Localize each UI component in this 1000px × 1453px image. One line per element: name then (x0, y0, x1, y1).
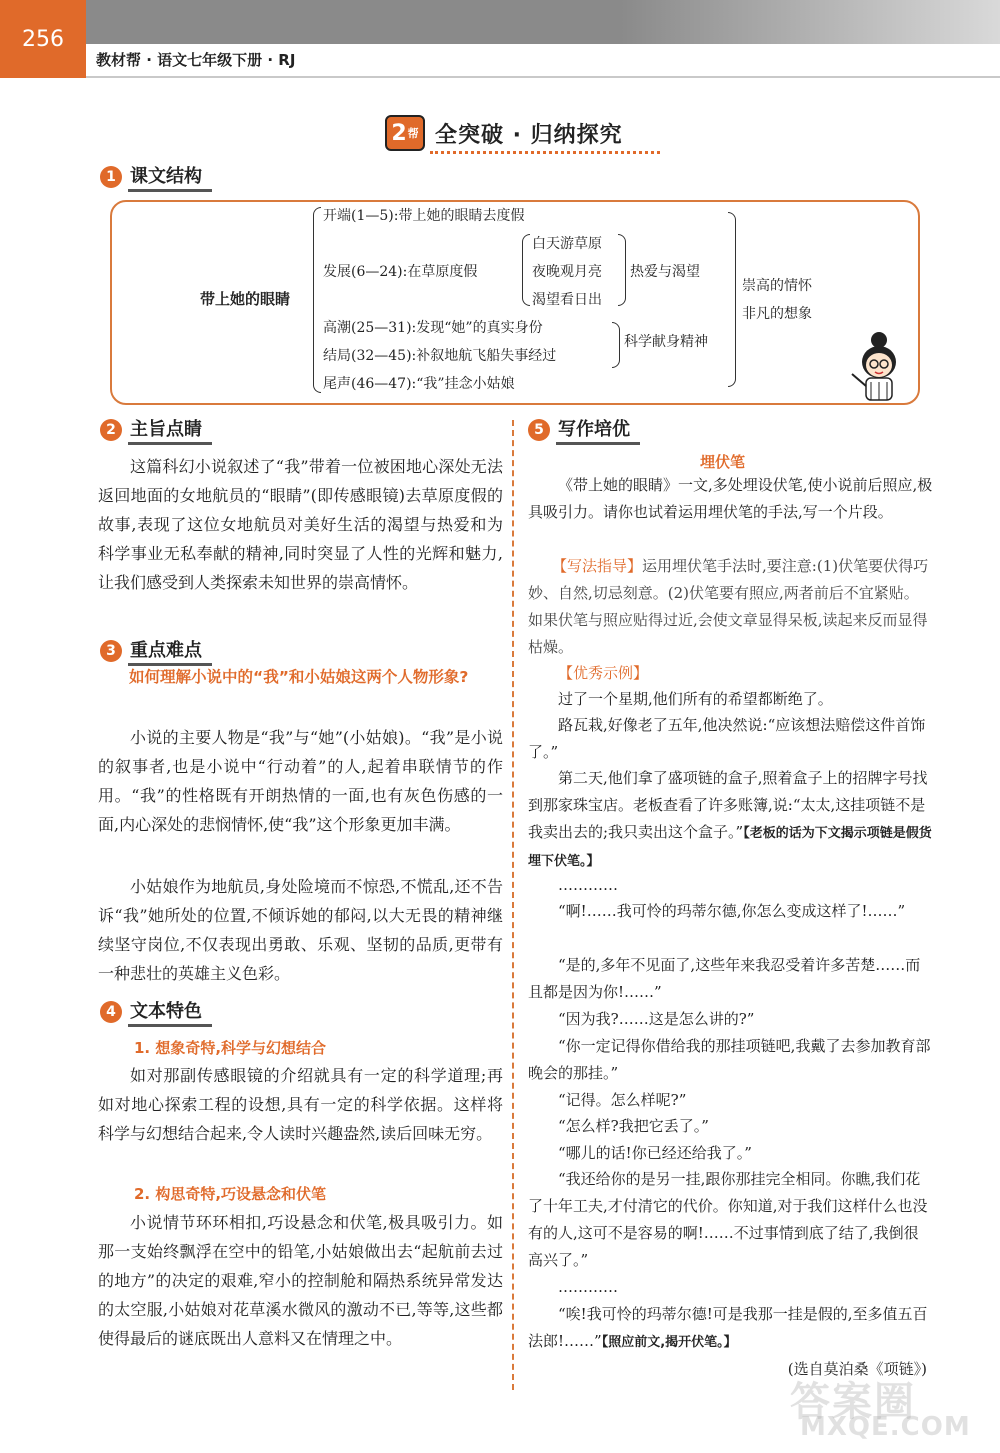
structure-subitem: 白天游草原 (532, 236, 602, 252)
section-number: 1 (100, 166, 122, 188)
structure-subitem: 渴望看日出 (532, 292, 602, 308)
key-paragraph-1: 小说的主要人物是“我”与“她”(小姑娘)。“我”是小说的叙事者,也是小说中“行动着”的人,起着串联情节的作用。“我”的性格既有开朗热情的一面,也有灰色伤感的一面,内心深处的悲悯情怀,使“我”这个形象更加丰满。 (98, 728, 503, 834)
ellipsis-line: ………… (558, 876, 618, 894)
annotation-note: 【老板的话为下文揭示项链是假货埋下伏笔。】 (528, 826, 932, 869)
section-heading-2 (100, 415, 212, 445)
example-line: 过了一个星期,他们所有的希望都断绝了。 (558, 690, 833, 708)
structure-item: 开端(1—5):带上她的眼睛去度假 (323, 208, 525, 224)
feature-paragraph-1: 如对那副传感眼镜的介绍就具有一定的科学道理;再如对地心探索工程的设想,具有一定的科学依据。这样将科学与幻想结合起来,令人读时兴趣盎然,读后回味无穷。 (98, 1066, 503, 1143)
example-line: “记得。怎么样呢?” (558, 1091, 687, 1109)
example-tag-line (528, 660, 933, 687)
book-title: 教材帮 · 语文七年级下册 · RJ (96, 51, 296, 69)
title-badge-small: 帮 (407, 127, 419, 140)
structure-subitem: 夜晚观月亮 (532, 264, 602, 280)
structure-brace-final (728, 212, 736, 387)
structure-final: 非凡的想象 (742, 306, 812, 322)
structure-brace-main (313, 207, 321, 393)
writing-subtitle: 埋伏笔 (700, 453, 746, 471)
section-title: 重点难点 (128, 636, 212, 666)
structure-brace-develop (522, 234, 530, 306)
section-number: 3 (100, 640, 122, 662)
column-divider (512, 420, 514, 1390)
example-line: “是的,多年不见面了,这些年来我忍受着许多苦楚……而且都是因为你!……” (528, 956, 921, 1001)
teacher-cartoon-icon (848, 330, 910, 402)
watermark-logo: 答案圈 (790, 1379, 916, 1425)
example-line: “我还给你的是另一挂,跟你那挂完全相同。你瞧,我们花了十年工夫,才付清它的代价。你知道,对于我们这样什么也没有的人,这可不是容易的啊!……不过事情到底了结了,我倒很高兴了。” (528, 1170, 928, 1269)
structure-brace-science (612, 322, 620, 368)
section-number: 4 (100, 1001, 122, 1023)
guide-text: 运用埋伏笔手法时,要注意:(1)伏笔要伏得巧妙、自然,切忌刻意。(2)伏笔要有照应,两者前后不宜紧贴。如果伏笔与照应贴得过近,会使文章显得呆板,读起来反而显得枯燥。 (528, 557, 929, 656)
section-heading-1 (100, 162, 212, 192)
main-title (385, 113, 623, 153)
example-text: “唉!我可怜的玛蒂尔德!可是我那一挂是假的,至多值五百法郎!……” (528, 1305, 928, 1350)
section-title: 课文结构 (128, 162, 212, 192)
structure-brace-love (618, 234, 626, 306)
structure-summary: 科学献身精神 (624, 334, 708, 350)
section-title: 文本特色 (128, 997, 212, 1027)
header-fade (620, 0, 1000, 44)
key-question: 如何理解小说中的“我”和小姑娘这两个人物形象? (129, 668, 469, 686)
example-line (528, 765, 933, 875)
structure-final: 崇高的情怀 (742, 278, 812, 294)
writing-guide (528, 553, 933, 661)
source-citation: (选自莫泊桑《项链》) (787, 1360, 927, 1378)
section-heading-4 (100, 997, 212, 1027)
feature-subtitle-2: 2. 构思奇特,巧设悬念和伏笔 (134, 1185, 327, 1203)
title-underline (430, 151, 660, 154)
key-paragraph-2: 小姑娘作为地航员,身处险境而不惊恐,不慌乱,还不告诉“我”她所处的位置,不倾诉她的郁闷,以大无畏的精神继续坚守岗位,不仅表现出勇敢、乐观、坚韧的品质,更带有一种悲壮的英雄主义色彩。 (98, 877, 503, 983)
section-number: 5 (528, 419, 550, 441)
ellipsis-line: ………… (558, 1278, 618, 1296)
feature-paragraph-2: 小说情节环环相扣,巧设悬念和伏笔,极具吸引力。如那一支始终飘浮在空中的铅笔,小姑娘做出去“起航前去过的地方”的决定的艰难,窄小的控制舱和隔热系统异常发达的太空服,小姑娘对花草溪水微风的激动不已,等等,这些都使得最后的谜底既出人意料又在情理之中。 (98, 1213, 503, 1348)
example-line: “哪儿的话!你已经还给我了。” (558, 1144, 752, 1162)
guide-tag: 【写法指导】 (552, 557, 643, 575)
watermark-url: MXQE.COM (800, 1412, 971, 1442)
example-line: “怎么样?我把它丢了。” (558, 1117, 709, 1135)
structure-summary: 热爱与渴望 (630, 264, 700, 280)
title-badge (385, 115, 425, 151)
page-header (0, 0, 1000, 80)
title-badge-number: 2 (391, 120, 407, 146)
example-line: “啊!……我可怜的玛蒂尔德,你怎么变成这样了!……” (558, 902, 906, 920)
structure-root: 带上她的眼睛 (200, 290, 291, 308)
title-text: 全突破 · 归纳探究 (435, 122, 623, 148)
page-number: 256 (0, 0, 86, 78)
structure-item: 高潮(25—31):发现“她”的真实身份 (323, 320, 543, 336)
example-tag: 【优秀示例】 (558, 664, 649, 682)
example-line: “因为我?……这是怎么讲的?” (558, 1010, 755, 1028)
theme-paragraph: 这篇科幻小说叙述了“我”带着一位被困地心深处无法返回地面的女地航员的“眼睛”(即传感眼镜)去草原度假的故事,表现了这位女地航员对美好生活的渴望与热爱和为科学事业无私奉献的精神,同时突显了人性的光辉和魅力,让我们感受到人类探索未知世界的崇高情怀。 (98, 457, 503, 592)
example-line: “你一定记得你借给我的那挂项链吧,我戴了去参加教育部晚会的那挂。” (528, 1037, 931, 1082)
section-title: 主旨点睛 (128, 415, 212, 445)
section-number: 2 (100, 419, 122, 441)
example-line: 路瓦栽,好像老了五年,他决然说:“应该想法赔偿这件首饰了。” (528, 716, 926, 761)
structure-item: 尾声(46—47):“我”挂念小姑娘 (323, 376, 515, 392)
example-line (528, 1301, 933, 1356)
feature-subtitle-1: 1. 想象奇特,科学与幻想结合 (134, 1039, 327, 1057)
annotation-note: 【照应前文,揭开伏笔。】 (601, 1335, 737, 1350)
section-title: 写作培优 (556, 415, 640, 445)
section-heading-3 (100, 636, 212, 666)
structure-item: 结局(32—45):补叙地航飞船失事经过 (323, 348, 557, 364)
header-rule (86, 76, 1000, 78)
writing-intro: 《带上她的眼睛》一文,多处埋设伏笔,使小说前后照应,极具吸引力。请你也试着运用埋伏笔的手法,写一个片段。 (528, 476, 933, 521)
section-heading-5 (528, 415, 640, 445)
example-text: 第二天,他们拿了盛项链的盒子,照着盒子上的招牌字号找到那家珠宝店。老板查看了许多账簿,说:“太太,这挂项链不是我卖出去的;我只卖出这个盒子。” (528, 769, 928, 841)
structure-item: 发展(6—24):在草原度假 (323, 264, 478, 280)
